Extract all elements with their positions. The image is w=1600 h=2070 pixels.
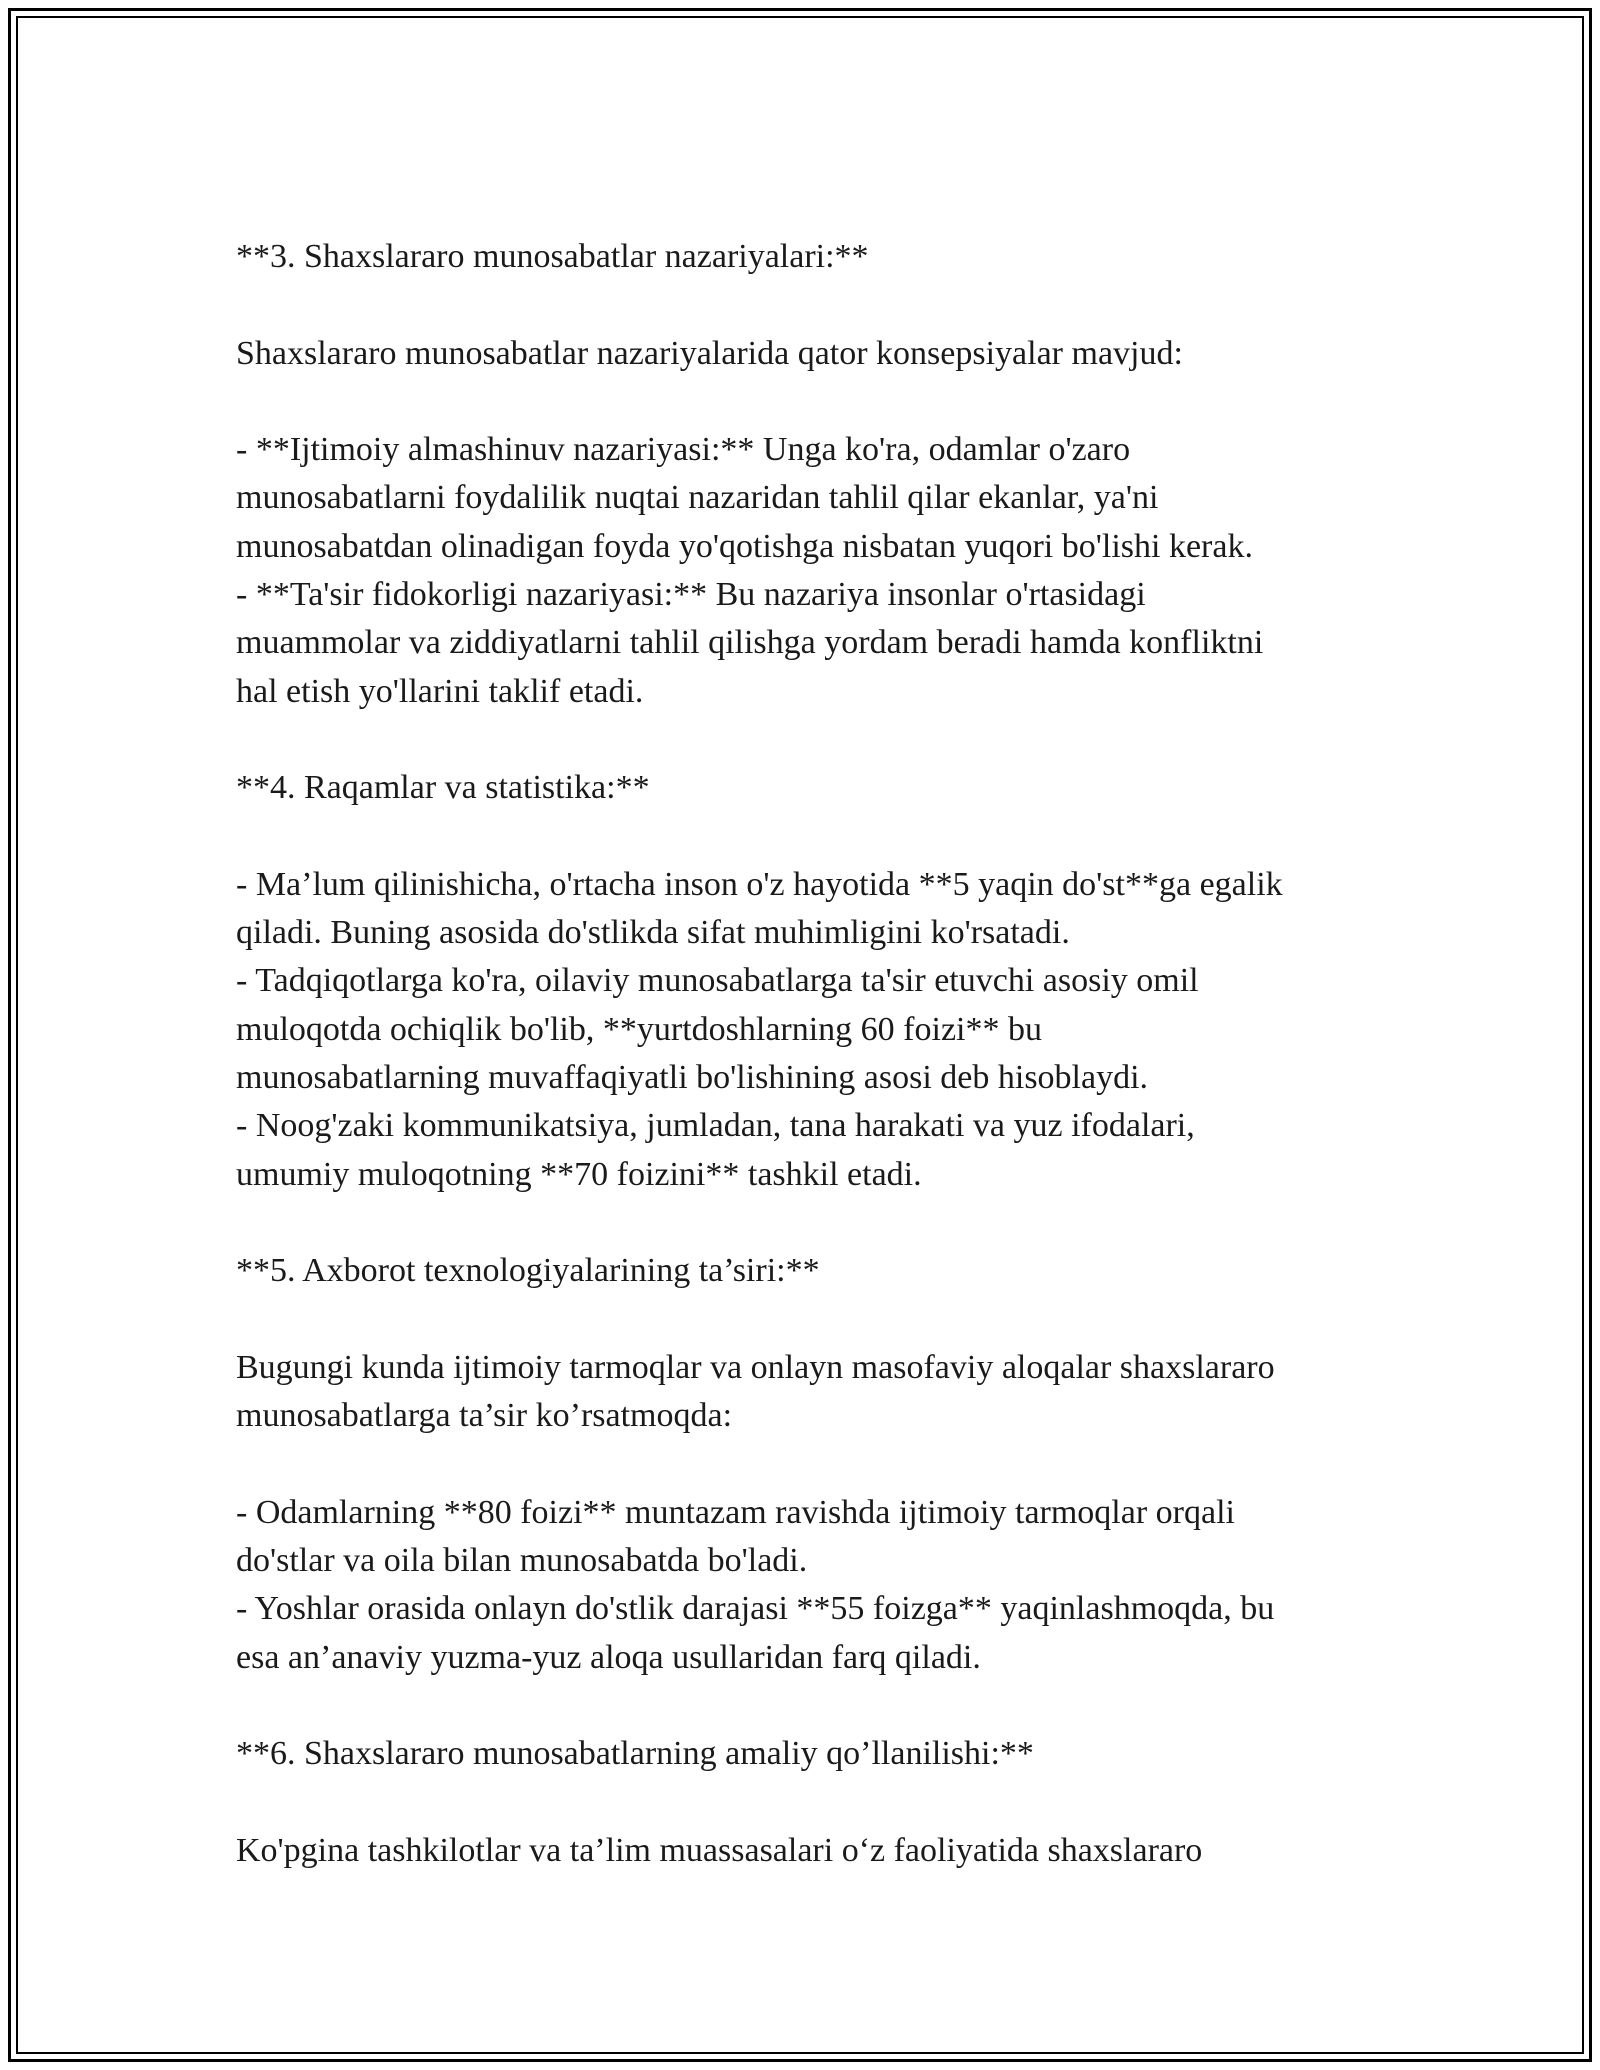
section-6-heading: **6. Shaxslararo munosabatlarning amaliy qo’llanilishi:** [236, 1735, 1034, 1773]
blank-line [236, 716, 1386, 764]
text-line: esa an’anaviy yuzma-yuz aloqa usullaridan farq qiladi. [236, 1638, 981, 1676]
text-line: Bugungi kunda ijtimoiy tarmoqlar va onlayn masofaviy aloqalar shaxslararo [236, 1348, 1275, 1386]
text-line: munosabatdan olinadigan foyda yo'qotishga nisbatan yuqori bo'lishi kerak. [236, 527, 1253, 565]
text-line: - Noog'zaki kommunikatsiya, jumladan, tana harakati va yuz ifodalari, [236, 1107, 1195, 1145]
text-line: umumiy muloqotning **70 foizini** tashkil etadi. [236, 1155, 922, 1193]
text-line: - Tadqiqotlarga ko'ra, oilaviy munosabatlarga ta'sir etuvchi asosiy omil [236, 962, 1199, 1000]
blank-line [236, 1199, 1386, 1247]
blank-line [236, 1779, 1386, 1827]
text-line: do'stlar va oila bilan munosabatda bo'ladi. [236, 1542, 808, 1580]
blank-line [236, 378, 1386, 426]
text-line: hal etish yo'llarini taklif etadi. [236, 672, 644, 710]
blank-line [236, 1296, 1386, 1344]
text-line: munosabatlarning muvaffaqiyatli bo'lishining asosi deb hisoblaydi. [236, 1059, 1149, 1097]
section-4-heading: **4. Raqamlar va statistika:** [236, 769, 650, 807]
section-5-points [236, 1489, 1386, 1682]
text-line: muammolar va ziddiyatlarni tahlil qilishga yordam beradi hamda konfliktni [236, 624, 1264, 662]
document-body [236, 233, 1386, 1875]
text-line: - Yoshlar orasida onlayn do'stlik darajasi **55 foizga** yaqinlashmoqda, bu [236, 1590, 1275, 1628]
text-line: munosabatlarni foydalilik nuqtai nazaridan tahlil qilar ekanlar, ya'ni [236, 479, 1159, 517]
text-line: munosabatlarga ta’sir ko’rsatmoqda: [236, 1397, 733, 1435]
blank-line [236, 813, 1386, 861]
blank-line [236, 281, 1386, 329]
text-line: muloqotda ochiqlik bo'lib, **yurtdoshlarning 60 foizi** bu [236, 1010, 1042, 1048]
blank-line [236, 1440, 1386, 1488]
section-6-intro: Ko'pgina tashkilotlar va ta’lim muassasalari o‘z faoliyatida shaxslararo [236, 1831, 1203, 1869]
section-4-statistics [236, 861, 1386, 1199]
text-line: - **Ijtimoiy almashinuv nazariyasi:** Unga ko'ra, odamlar o'zaro [236, 431, 1131, 469]
section-5-intro [236, 1344, 1386, 1441]
blank-line [236, 1682, 1386, 1730]
section-3-heading: **3. Shaxslararo munosabatlar nazariyalari:** [236, 238, 869, 275]
section-3-theories [236, 426, 1386, 716]
section-5-heading: **5. Axborot texnologiyalarining ta’siri:** [236, 1252, 820, 1290]
section-3-intro: Shaxslararo munosabatlar nazariyalarida qator konsepsiyalar mavjud: [236, 334, 1183, 372]
text-line: - Odamlarning **80 foizi** muntazam ravishda ijtimoiy tarmoqlar orqali [236, 1493, 1235, 1531]
text-line: qiladi. Buning asosida do'stlikda sifat muhimligini ko'rsatadi. [236, 914, 1070, 952]
text-line: - Ma’lum qilinishicha, o'rtacha inson o'z hayotida **5 yaqin do'st**ga egalik [236, 865, 1283, 903]
text-line: - **Ta'sir fidokorligi nazariyasi:** Bu nazariya insonlar o'rtasidagi [236, 576, 1146, 614]
